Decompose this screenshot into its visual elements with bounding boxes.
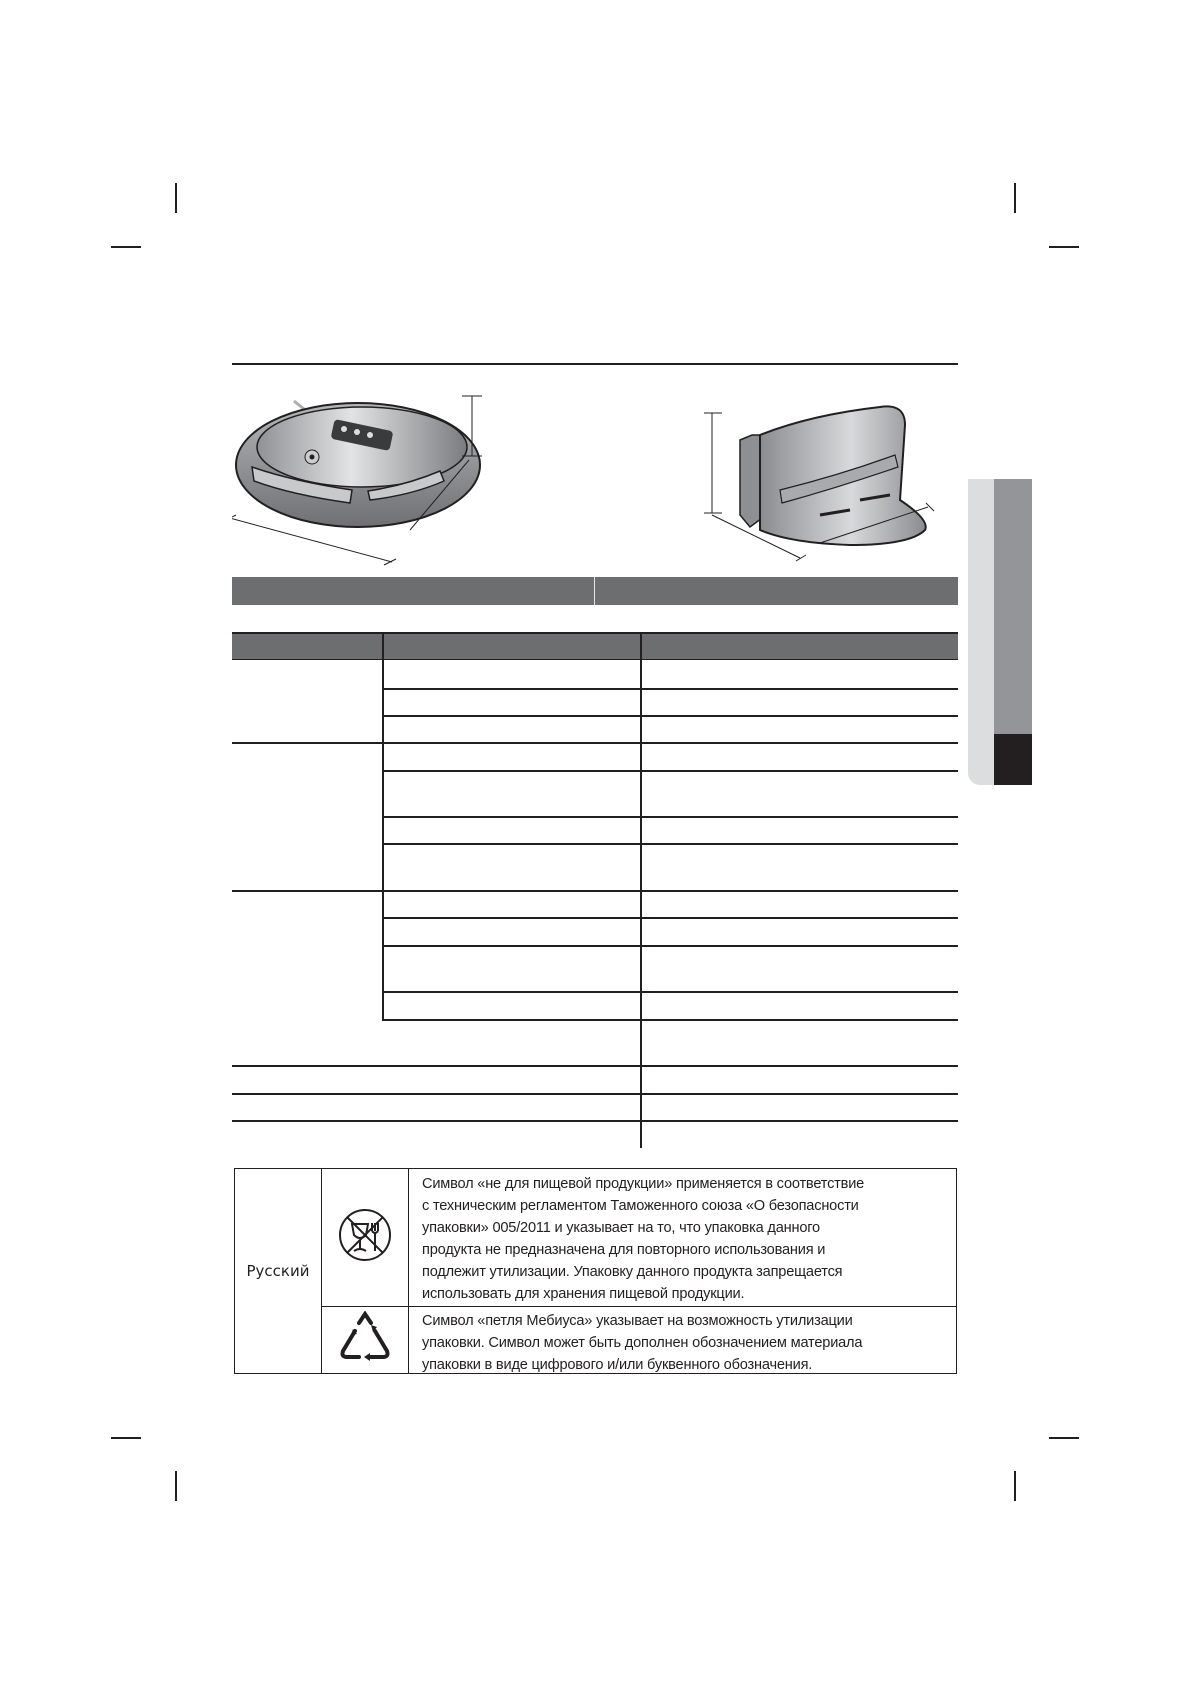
table-row-border	[382, 991, 958, 993]
crop-mark-bottom-left-v	[175, 1471, 177, 1501]
crop-mark-top-right-h	[1049, 246, 1079, 248]
crop-mark-bottom-left-h	[111, 1437, 141, 1439]
chapter-tab-indicator	[994, 479, 1032, 734]
packaging-notice-table	[234, 1168, 957, 1374]
text-line: упаковки» 005/2011 и указывает на то, что упаковка данного	[422, 1220, 820, 1236]
text-line: подлежит утилизации. Упаковку данного продукта запрещается	[422, 1264, 843, 1280]
table-row-border	[382, 1019, 958, 1021]
not-for-food-description	[422, 1173, 948, 1305]
table-row-border	[382, 770, 958, 772]
table-row-border	[382, 715, 958, 717]
table-group-border	[232, 1065, 958, 1067]
crop-mark-top-left-h	[111, 246, 141, 248]
table-group-border	[232, 742, 958, 744]
text-line: Символ «петля Мебиуса» указывает на возможность утилизации	[422, 1313, 853, 1329]
robot-dimension-cell	[232, 577, 595, 605]
crop-mark-top-right-v	[1014, 183, 1016, 213]
dimension-header-bar	[232, 577, 958, 605]
icon-cell	[322, 1169, 409, 1306]
column-divider	[640, 634, 642, 660]
chapter-tab-active-marker	[994, 734, 1032, 785]
table-group-border	[232, 890, 958, 892]
notice-row-not-for-food	[322, 1169, 956, 1307]
text-line: использовать для хранения пищевой продукции.	[422, 1286, 745, 1302]
chapter-tab-background	[968, 479, 994, 785]
table-row-border	[382, 843, 958, 845]
column-divider	[382, 634, 384, 660]
text-line: продукта не предназначена для повторного использования и	[422, 1242, 826, 1258]
text-line: с техническим регламентом Таможенного союза «О безопасности	[422, 1198, 859, 1214]
crop-mark-bottom-right-h	[1049, 1437, 1079, 1439]
notice-row-mobius-loop	[322, 1306, 956, 1373]
not-for-food-icon	[337, 1207, 393, 1268]
table-row-border	[382, 917, 958, 919]
text-line: упаковки. Символ может быть дополнен обозначением материала	[422, 1335, 863, 1351]
column-divider	[382, 660, 384, 1020]
charging-station-illustration	[700, 395, 960, 570]
text-line: упаковки в виде цифрового и/или буквенного обозначения.	[422, 1357, 813, 1373]
table-row-border	[382, 945, 958, 947]
table-header-row	[232, 632, 958, 660]
crop-mark-bottom-right-v	[1014, 1471, 1016, 1501]
mobius-loop-description	[422, 1310, 948, 1376]
column-divider	[640, 660, 642, 1148]
crop-mark-top-left-v	[175, 183, 177, 213]
section-rule	[232, 363, 958, 365]
table-row-border	[382, 688, 958, 690]
robot-vacuum-illustration	[232, 395, 522, 570]
station-dimension-cell	[595, 577, 958, 605]
table-bottom-border	[232, 1120, 958, 1122]
mobius-loop-recycle-icon	[337, 1311, 393, 1368]
table-row-border	[232, 1093, 958, 1095]
icon-cell	[322, 1306, 409, 1373]
language-label: Русский	[235, 1169, 322, 1373]
table-row-border	[382, 816, 958, 818]
text-line: Символ «не для пищевой продукции» применяется в соответствие	[422, 1176, 865, 1192]
